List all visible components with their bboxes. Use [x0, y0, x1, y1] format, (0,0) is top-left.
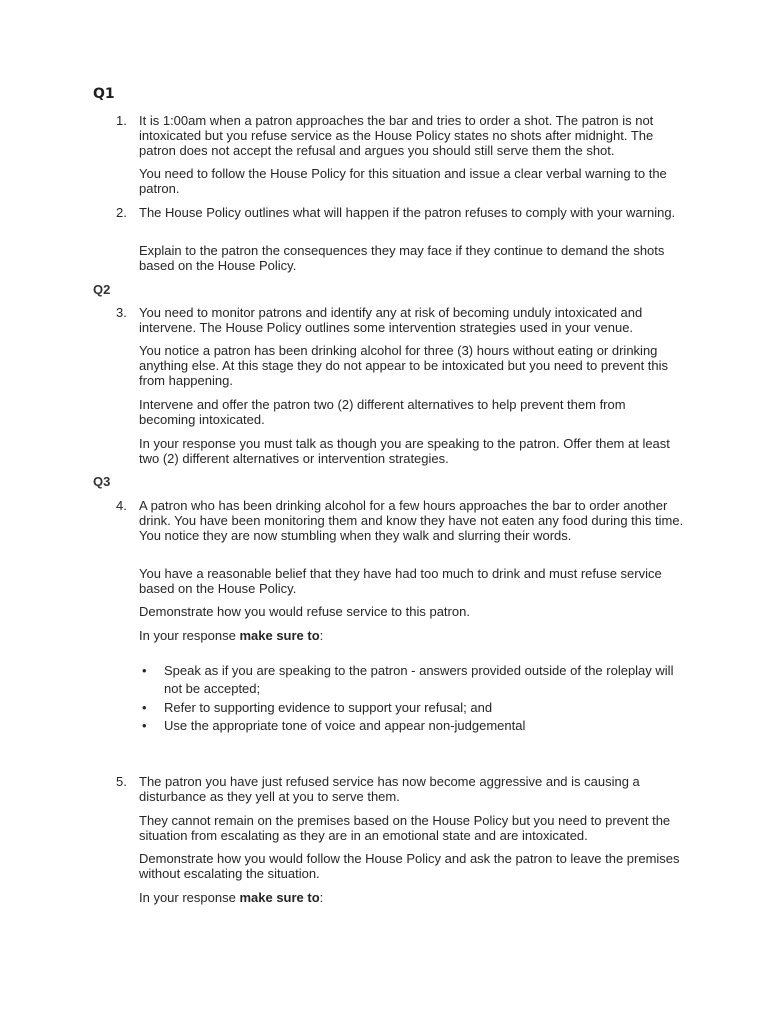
- item3-paragraph-2: You notice a patron has been drinking alcohol for three (3) hours without eating or drinking anything else. At this stage they do not appear to be intoxicated but you need to prevent this from happening.: [139, 343, 669, 388]
- item5-p4-bold: make sure to: [239, 890, 320, 905]
- heading-q3: Q3: [93, 474, 111, 489]
- item4-paragraph-4: [139, 628, 684, 643]
- item5-paragraph-1: The patron you have just refused service has now become aggressive and is causing a disturbance as they yell at you to serve them.: [139, 774, 640, 804]
- item3-paragraph-3: Intervene and offer the patron two (2) different alternatives to help prevent them from becoming intoxicated.: [139, 397, 626, 427]
- item5-p4-prefix: In your response: [139, 890, 240, 905]
- item-number-4: 4.: [116, 498, 127, 513]
- item5-p4-suffix: :: [319, 890, 324, 905]
- item3-paragraph-4: In your response you must talk as though you are speaking to the patron. Offer them at least two (2) different alternatives or intervention strategies.: [139, 436, 670, 466]
- item-number-1: 1.: [116, 113, 127, 128]
- bullet-dot-2: •: [142, 700, 147, 715]
- item4-paragraph-1: A patron who has been drinking alcohol for a few hours approaches the bar to order another drink. You have been monitoring them and know they have not eaten any food during this time. You notice they are now stumbling when they walk and slurring their words.: [139, 498, 684, 543]
- item5-paragraph-4: [139, 890, 684, 905]
- item-number-2: 2.: [116, 205, 127, 220]
- bullet-item-1: Speak as if you are speaking to the patron - answers provided outside of the roleplay will not be accepted;: [164, 663, 674, 696]
- bullet-item-3: Use the appropriate tone of voice and appear non-judgemental: [164, 718, 526, 733]
- item1-paragraph-2: You need to follow the House Policy for this situation and issue a clear verbal warning to the patron.: [139, 166, 667, 196]
- item4-paragraph-2: You have a reasonable belief that they have had too much to drink and must refuse service based on the House Policy.: [139, 566, 662, 596]
- item2-paragraph-2: Explain to the patron the consequences they may face if they continue to demand the shots based on the House Policy.: [139, 243, 665, 273]
- item5-paragraph-3: Demonstrate how you would follow the House Policy and ask the patron to leave the premises without escalating the situation.: [139, 851, 680, 881]
- item1-paragraph-1: It is 1:00am when a patron approaches the bar and tries to order a shot. The patron is not intoxicated but you refuse service as the House Policy states no shots after midnight. The patron does not accept the refusal and argues you should still serve them the shot.: [139, 113, 654, 158]
- item4-paragraph-3: Demonstrate how you would refuse service to this patron.: [139, 604, 470, 619]
- bullet-item-2: Refer to supporting evidence to support your refusal; and: [164, 700, 493, 715]
- item4-p4-suffix: :: [319, 628, 324, 643]
- item2-paragraph-1: The House Policy outlines what will happen if the patron refuses to comply with your warning.: [139, 205, 676, 220]
- item-number-5: 5.: [116, 774, 127, 789]
- item-number-3: 3.: [116, 305, 127, 320]
- item4-p4-prefix: In your response: [139, 628, 240, 643]
- item3-paragraph-1: You need to monitor patrons and identify any at risk of becoming unduly intoxicated and intervene. The House Policy outlines some intervention strategies used in your venue.: [139, 305, 643, 335]
- bullet-dot-3: •: [142, 718, 147, 733]
- heading-q2: Q2: [93, 282, 111, 297]
- heading-q1: Q1: [93, 86, 115, 102]
- bullet-dot-1: •: [142, 663, 147, 678]
- item4-p4-bold: make sure to: [239, 628, 320, 643]
- item5-paragraph-2: They cannot remain on the premises based on the House Policy but you need to prevent the situation from escalating as they are in an emotional state and are intoxicated.: [139, 813, 671, 843]
